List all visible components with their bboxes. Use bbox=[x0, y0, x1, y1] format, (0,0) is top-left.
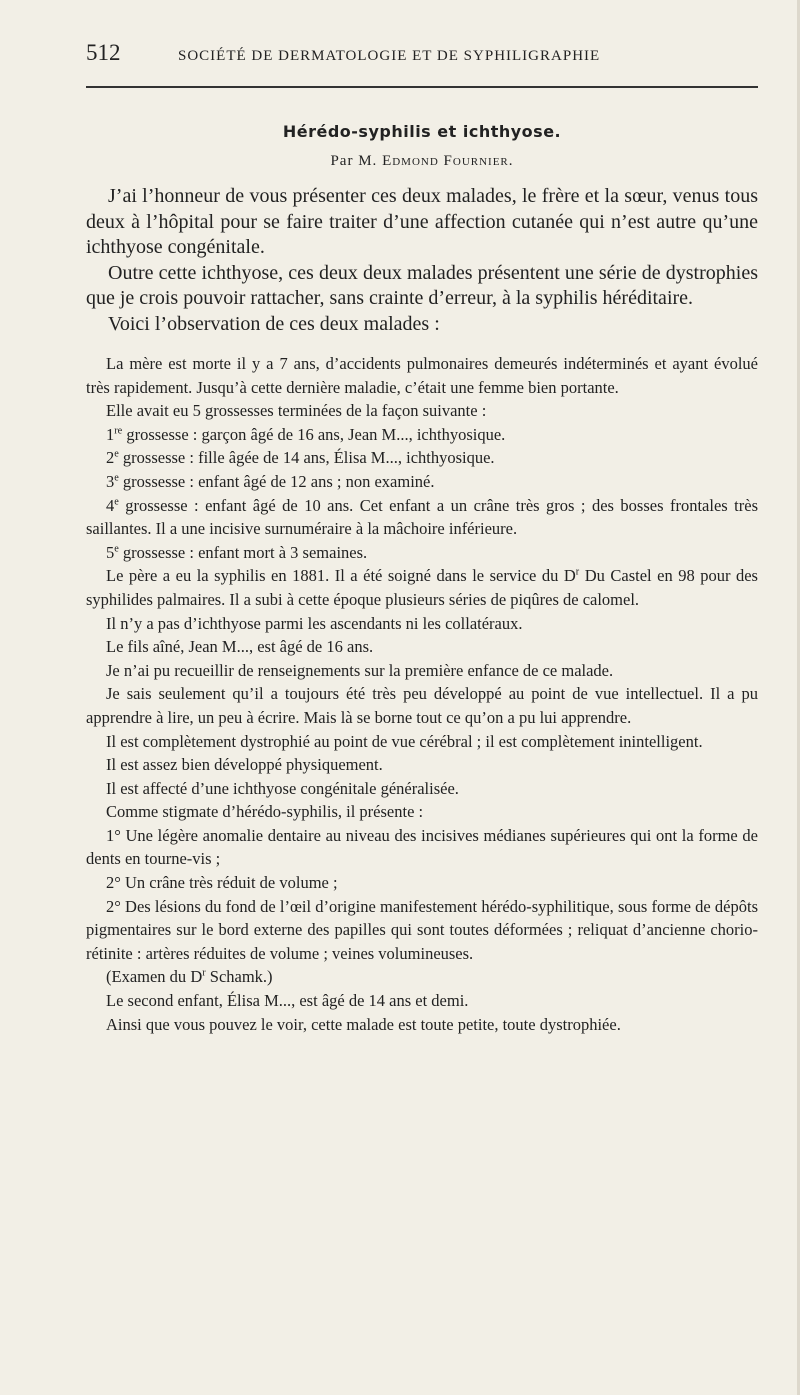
observation-paragraph: Il n’y a pas d’ichthyose parmi les ascendants ni les collatéraux. bbox=[106, 613, 523, 633]
pregnancy-item: 4e grossesse : enfant âgé de 10 ans. Cet enfant a un crâne très gros ; des bosses frontales très saillantes. Il a une incisive surnuméraire à la mâchoire inférieure. bbox=[86, 495, 758, 539]
byline bbox=[86, 153, 758, 170]
pregnancy-item: 3e grossesse : enfant âgé de 12 ans ; non examiné. bbox=[106, 471, 435, 491]
stigmata-item: 2° Un crâne très réduit de volume ; bbox=[106, 873, 338, 893]
stigmata-item: 2° Des lésions du fond de l’œil d’origine manifestement hérédo-syphilitique, sous forme de dépôts pigmentaires sur le bord externe des papilles qui sont toutes déformées ; reliquat d’ancienne chorio-rétinite : artères réduites de volume ; veines volumineuses. bbox=[86, 896, 758, 963]
observation-paragraph: La mère est morte il y a 7 ans, d’accidents pulmonaires demeurés indéterminés et ayant évolué très rapidement. Jusqu’à cette dernière maladie, c’était une femme bien portante. bbox=[86, 354, 758, 397]
observation-paragraph: Elle avait eu 5 grossesses terminées de la façon suivante : bbox=[106, 401, 487, 421]
observation-paragraph: Le fils aîné, Jean M..., est âgé de 16 ans. bbox=[106, 637, 374, 657]
observation-paragraph: Le père a eu la syphilis en 1881. Il a été soigné dans le service du $D^r$ Du Castel en 98 pour des syphilides palmaires. Il a subi à cette époque plusieurs séries de piqûres de calomel. bbox=[86, 566, 758, 609]
pregnancy-item: 2e grossesse : fille âgée de 14 ans, Élisa M..., ichthyosique. bbox=[106, 448, 495, 468]
observation-paragraph: Ainsi que vous pouvez le voir, cette malade est toute petite, toute dystrophiée. bbox=[106, 1014, 621, 1034]
page bbox=[86, 40, 758, 1036]
observation-section bbox=[86, 352, 758, 1036]
page-number: 512 bbox=[86, 40, 121, 65]
observation-paragraph: Le second enfant, Élisa M..., est âgé de 14 ans et demi. bbox=[106, 991, 469, 1011]
running-head: SOCIÉTÉ DE DERMATOLOGIE ET DE SYPHILIGRAPHIE bbox=[178, 48, 601, 64]
lead-paragraph: J’ai l’honneur de vous présenter ces deux malades, le frère et la sœur, venus tous deux à l’hôpital pour se faire traiter d’une affection cutanée qui n’est autre qu’une ichthyose congénitale. bbox=[86, 185, 758, 258]
byline-prefix: Par M. bbox=[330, 153, 383, 169]
observation-paragraph: Je sais seulement qu’il a toujours été très peu développé au point de vue intellectuel. Il a pu apprendre à lire, un peu à écrire. Mais là se borne tout ce qu’on a pu lui apprendre. bbox=[86, 684, 758, 727]
observation-paragraph: Il est assez bien développé physiquement. bbox=[106, 755, 383, 775]
observation-paragraph: (Examen du $D^r$ Schamk.) bbox=[106, 967, 273, 987]
pregnancy-item: 1re grossesse : garçon âgé de 16 ans, Jean M..., ichthyosique. bbox=[106, 424, 506, 444]
lead-paragraph: Outre cette ichthyose, ces deux deux malades présentent une série de dystrophies que je crois pouvoir rattacher, sans crainte d’erreur, à la syphilis héréditaire. bbox=[86, 261, 758, 309]
observation-paragraph: Je n’ai pu recueillir de renseignements sur la première enfance de ce malade. bbox=[106, 660, 614, 680]
observation-paragraph: Comme stigmate d’hérédo-syphilis, il présente : bbox=[106, 802, 424, 822]
observation-paragraph: Il est complètement dystrophié au point de vue cérébral ; il est complètement inintelligent. bbox=[106, 731, 703, 751]
pregnancy-item: 5e grossesse : enfant mort à 3 semaines. bbox=[106, 542, 368, 562]
article-title: Hérédo-syphilis et ichthyose. bbox=[282, 122, 562, 141]
stigmata-item: 1° Une légère anomalie dentaire au niveau des incisives médianes supérieures qui ont la forme de dents en tourne-vis ; bbox=[86, 825, 758, 869]
lead-section bbox=[86, 184, 758, 337]
author-name: Edmond Fournier. bbox=[382, 153, 514, 169]
lead-paragraph: Voici l’observation de ces deux malades : bbox=[108, 312, 440, 335]
page-header bbox=[86, 40, 758, 88]
observation-paragraph: Il est affecté d’une ichthyose congénitale généralisée. bbox=[106, 778, 459, 798]
